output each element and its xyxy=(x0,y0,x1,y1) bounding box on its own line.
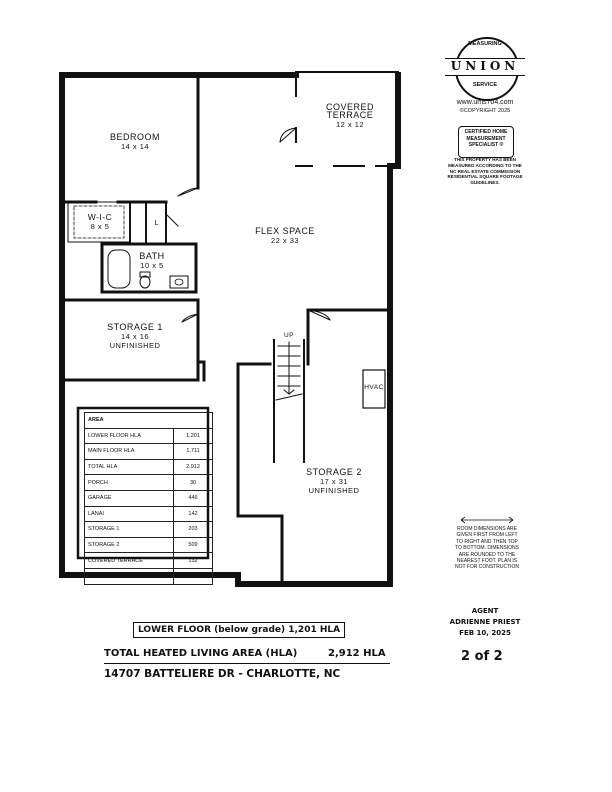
dim-note-6: NEAREST FOOT. PLAN IS xyxy=(456,558,518,565)
area-row-value: 203 xyxy=(174,522,213,538)
covered-terrace-dims: 12 x 12 xyxy=(335,120,365,129)
area-row-value: 1,201 xyxy=(174,428,213,444)
bath-label xyxy=(130,251,174,270)
area-row-label: STORAGE 2 xyxy=(85,537,174,553)
area-row-label: MAIN FLOOR HLA xyxy=(85,444,174,460)
area-header: AREA xyxy=(85,413,213,429)
bedroom-name: BEDROOM xyxy=(109,132,160,142)
dimension-note xyxy=(440,526,534,571)
certification-badge xyxy=(458,126,514,158)
closet-name: L xyxy=(154,218,160,227)
cert-note-2: MEASURED ACCORDING TO THE xyxy=(448,162,522,168)
cert-line-2: MEASUREMENT xyxy=(466,135,506,142)
covered-terrace-name-2: TERRACE xyxy=(326,110,374,120)
flex-space-name: FLEX SPACE xyxy=(255,226,315,236)
area-row-value: 446 xyxy=(174,490,213,506)
area-row-label: GARAGE xyxy=(85,490,174,506)
area-row-label: COVERED TERRACE xyxy=(85,553,174,569)
logo-copyright: ©COPYRIGHT 2025 xyxy=(459,108,511,114)
wic-label xyxy=(80,212,120,231)
bedroom-dims: 14 x 14 xyxy=(120,142,150,151)
bedroom-door xyxy=(178,188,198,196)
table-row xyxy=(85,444,213,460)
agent-date: FEB 10, 2025 xyxy=(459,629,511,637)
storage1-note: UNFINISHED xyxy=(109,341,161,350)
storage1-door xyxy=(182,314,198,322)
area-row-value: 142 xyxy=(174,506,213,522)
total-underline xyxy=(104,663,390,664)
table-row xyxy=(85,506,213,522)
logo-top-text: MEASURING xyxy=(468,41,502,47)
storage1-label xyxy=(95,322,175,350)
terrace-door xyxy=(280,128,296,142)
dim-note-3: TO RIGHT AND THEN TOP xyxy=(456,538,518,545)
storage2-note: UNFINISHED xyxy=(308,486,360,495)
area-row-value: 132 xyxy=(174,553,213,569)
closet-label xyxy=(150,218,164,227)
area-row-value: 509 xyxy=(174,537,213,553)
page-number: 2 of 2 xyxy=(461,649,503,664)
storage2-label xyxy=(292,467,376,495)
logo-bottom-text: SERVICE xyxy=(472,82,498,88)
cert-note-5: GUIDELINES. xyxy=(470,180,500,186)
total-hla-value: 2,912 HLA xyxy=(328,648,386,659)
storage2-wall xyxy=(238,310,390,364)
storage2-name: STORAGE 2 xyxy=(306,467,362,477)
area-row-label: TOTAL UNDER ROOF xyxy=(85,568,174,584)
table-row xyxy=(85,568,213,584)
table-row xyxy=(85,537,213,553)
cert-line-3: SPECIALIST ® xyxy=(468,142,504,148)
hvac-name: HVAC xyxy=(364,384,384,391)
cert-note-4: RESIDENTIAL SQUARE FOOTAGE xyxy=(447,174,523,180)
area-table-grid xyxy=(84,412,213,585)
sink xyxy=(170,276,188,288)
stairs-up-label: UP xyxy=(283,332,295,339)
area-row-label: TOTAL HLA xyxy=(85,459,174,475)
dim-note-5: ARE ROUNDED TO THE xyxy=(458,551,516,558)
area-row-value: 4,374 xyxy=(174,568,213,584)
table-row xyxy=(85,490,213,506)
table-row xyxy=(85,459,213,475)
floor-label-box: LOWER FLOOR (below grade) 1,201 HLA xyxy=(133,622,345,638)
agent-name: ADRIENNE PRIEST xyxy=(449,618,521,626)
area-row-label: STORAGE 1 xyxy=(85,522,174,538)
dim-note-2: GIVEN FIRST FROM LEFT xyxy=(456,532,518,539)
storage1-name: STORAGE 1 xyxy=(107,322,163,332)
bath-name: BATH xyxy=(139,251,165,261)
certification-note xyxy=(440,157,530,186)
table-row xyxy=(85,553,213,569)
covered-terrace-name: COVERED xyxy=(325,102,374,112)
bedroom-label xyxy=(95,132,175,151)
dim-note-4: TO BOTTOM. DIMENSIONS xyxy=(455,545,519,552)
bathtub xyxy=(108,250,130,288)
double-arrow-icon xyxy=(458,516,516,524)
table-row xyxy=(85,428,213,444)
area-table-header xyxy=(85,413,213,429)
address: 14707 BATTELIERE DR - CHARLOTTE, NC xyxy=(104,668,341,680)
flex-space-dims: 22 x 33 xyxy=(270,236,300,245)
logo-name: UNION xyxy=(450,59,520,73)
logo-website: www.ums704.com xyxy=(456,99,514,106)
stairs-label xyxy=(280,332,298,339)
storage1-dims: 14 x 16 xyxy=(120,332,150,341)
cert-note-1: THIS PROPERTY HAS BEEN xyxy=(454,157,516,162)
cert-note-3: NC REAL ESTATE COMMISSION xyxy=(449,168,521,174)
agent-block xyxy=(430,606,540,639)
dim-note-7: NOT FOR CONSTRUCTION xyxy=(454,564,520,571)
hvac-label xyxy=(363,384,385,391)
agent-label: AGENT xyxy=(471,607,499,615)
wic-dims: 8 x 5 xyxy=(90,222,110,231)
wic-name: W-I-C xyxy=(87,212,113,222)
area-row-value: 1,711 xyxy=(174,444,213,460)
area-row-label: LANAI xyxy=(85,506,174,522)
bath-dims: 10 x 5 xyxy=(140,261,164,270)
area-row-value: 2,912 xyxy=(174,459,213,475)
table-row xyxy=(85,522,213,538)
area-table xyxy=(84,412,213,585)
table-row xyxy=(85,475,213,491)
area-row-value: 30 xyxy=(174,475,213,491)
total-hla-label: TOTAL HEATED LIVING AREA (HLA) xyxy=(104,648,298,659)
area-row-label: LOWER FLOOR HLA xyxy=(85,428,174,444)
storage2-dims: 17 x 31 xyxy=(319,477,349,486)
dim-note-1: ROOM DIMENSIONS ARE xyxy=(456,526,517,532)
covered-terrace-label xyxy=(310,102,390,129)
area-row-label: PORCH xyxy=(85,475,174,491)
flex-space-label xyxy=(240,226,330,245)
cert-line-1: CERTIFIED HOME xyxy=(464,129,508,135)
